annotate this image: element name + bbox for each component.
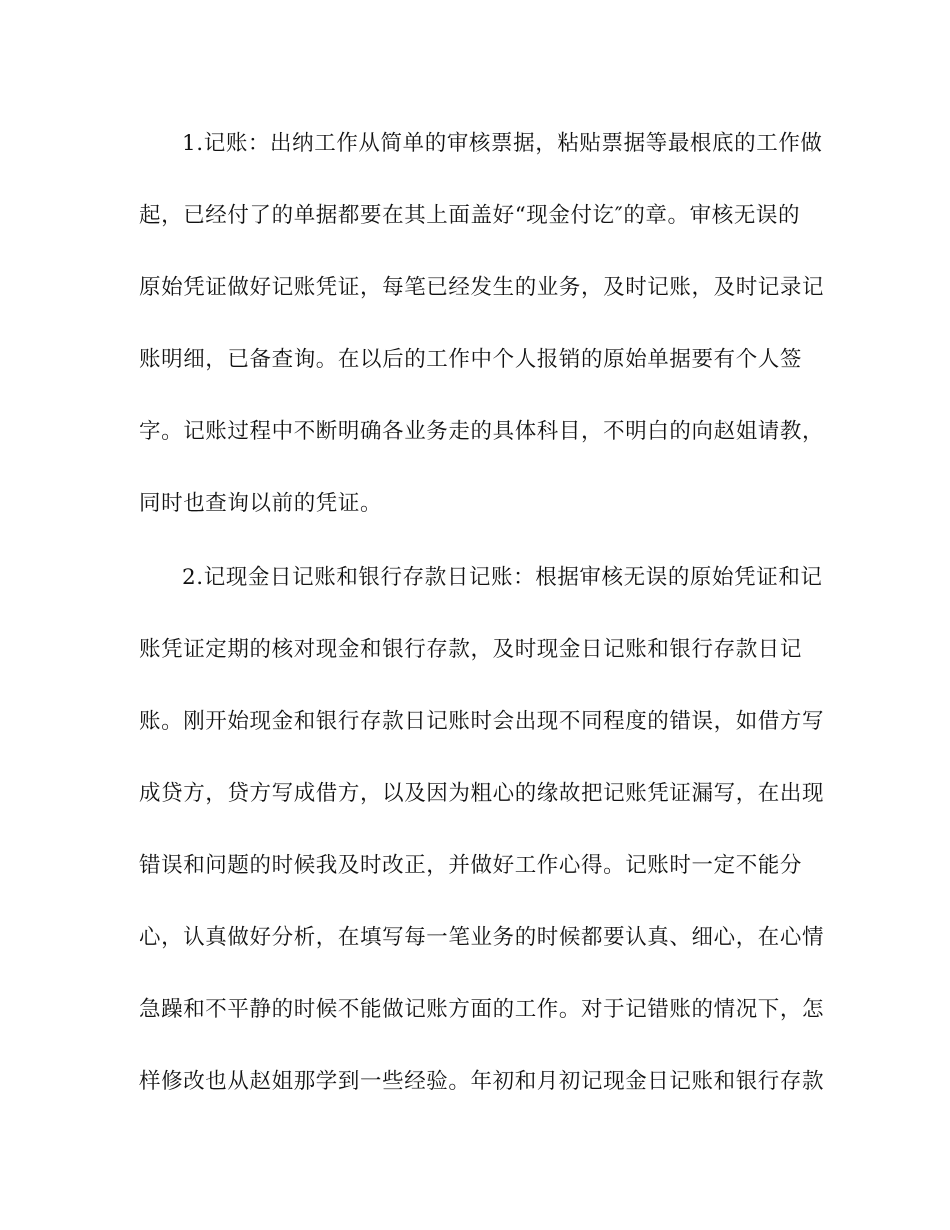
paragraph-2-line-3: 账。刚开始现金和银行存款日记账时会出现不同程度的错误，如借方写 [139,709,825,734]
paragraph-2-line-2: 账凭证定期的核对现金和银行存款，及时现金日记账和银行存款日记 [139,637,803,662]
paragraph-2-line-4: 成贷方，贷方写成借方，以及因为粗心的缘故把记账凭证漏写，在出现 [139,781,825,806]
paragraph-1-line-1: 1.记账：出纳工作从简单的审核票据，粘贴票据等最根底的工作做 [182,131,823,156]
paragraph-1-line-4: 账明细，已备查询。在以后的工作中个人报销的原始单据要有个人签 [139,347,803,372]
paragraph-2-line-5: 错误和问题的时候我及时改正，并做好工作心得。记账时一定不能分 [139,853,803,878]
paragraph-1-line-3: 原始凭证做好记账凭证，每笔已经发生的业务，及时记账，及时记录记 [139,275,825,300]
paragraph-2-line-6: 心，认真做好分析，在填写每一笔业务的时候都要认真、细心，在心情 [139,925,825,950]
paragraph-2-line-7: 急躁和不平静的时候不能做记账方面的工作。对于记错账的情况下，怎 [139,997,825,1022]
paragraph-1-line-2: 起，已经付了的单据都要在其上面盖好“现金付讫″的章。审核无误的 [139,203,801,228]
paragraph-1-line-5: 字。记账过程中不断明确各业务走的具体科目，不明白的向赵姐请教， [139,419,825,444]
paragraph-2-line-1: 2.记现金日记账和银行存款日记账：根据审核无误的原始凭证和记 [182,565,823,590]
paragraph-1-line-6: 同时也查询以前的凭证。 [139,491,383,516]
paragraph-2-line-8: 样修改也从赵姐那学到一些经验。年初和月初记现金日记账和银行存款 [139,1069,825,1094]
